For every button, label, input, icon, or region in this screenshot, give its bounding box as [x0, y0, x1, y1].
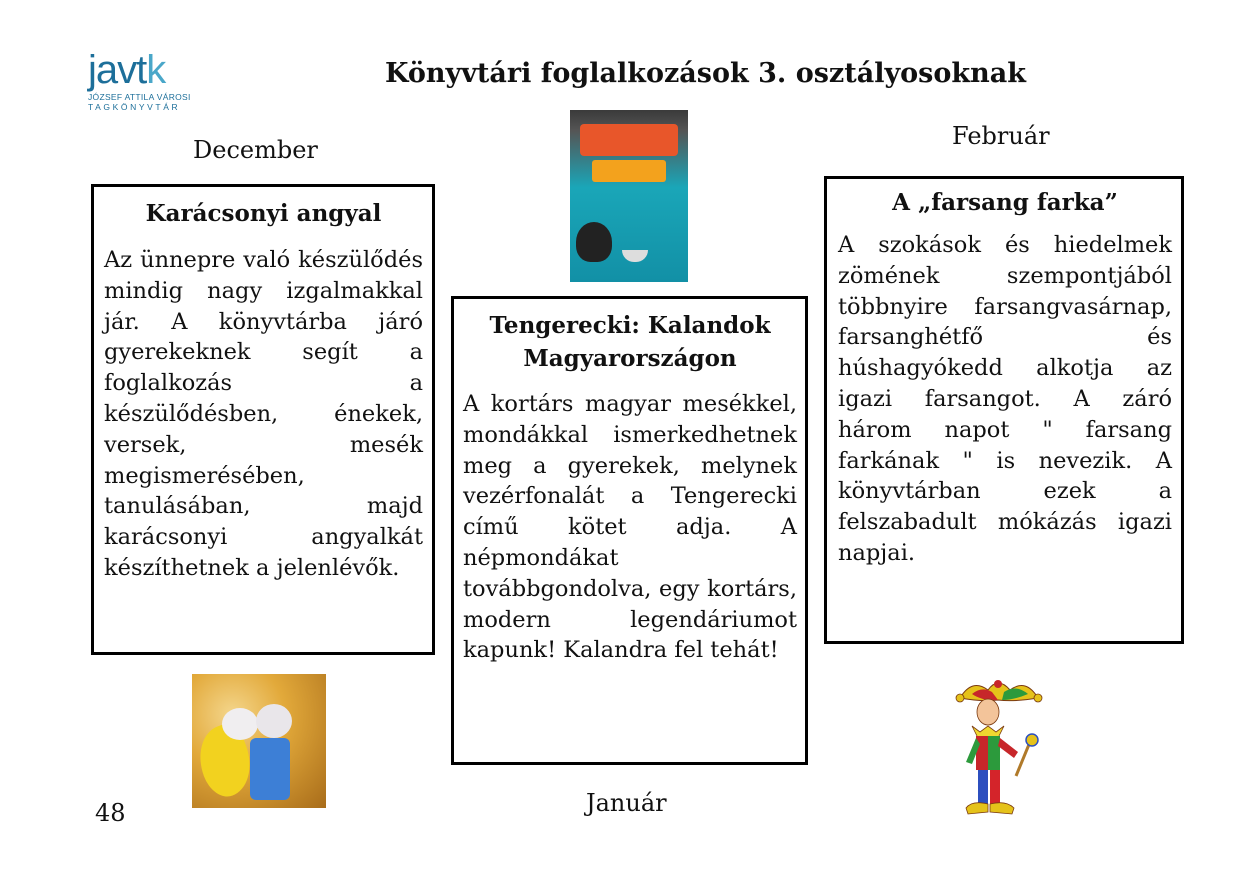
section-heading: Tengerecki: Kalandok Magyarországon: [489, 312, 771, 372]
jester-leg-left: [978, 770, 988, 804]
section-body: A szokások és hiedelmek zömének szempontjából többnyire farsangvasárnap, farsanghétfő és húshagyókedd alkotja az igazi farsangot. A záró három napot " farsang farkának " is nevezik. A könyvtárban ezek a felszabadult mókázás igazi napjai.: [838, 232, 1172, 566]
jester-hat: [956, 680, 1042, 702]
section-body: A kortárs magyar mesékkel, mondákkal ismerkedhetnek meg a gyerekek, melynek vezérfonalát a Tengerecki című kötet adja. A népmondákat továbbgondolva, egy kortárs, modern legendáriumot kapunk! Kalandra fel tehát!: [463, 391, 797, 664]
month-label-december: December: [193, 136, 318, 164]
angel-body: [250, 738, 290, 800]
section-heading: Karácsonyi angyal: [145, 200, 382, 227]
book-boat-shape: [622, 250, 648, 262]
section-january: [451, 296, 808, 765]
jester-stick: [1016, 742, 1030, 776]
angel-craft-photo: [192, 674, 326, 808]
logo-wordmark-accent: k: [146, 48, 166, 92]
logo-wordmark: javtk: [88, 48, 166, 92]
book-subtitle-band: [592, 160, 666, 182]
jester-illustration: [952, 676, 1046, 828]
angel-head: [222, 708, 258, 740]
section-february: [824, 176, 1184, 644]
jester-arm-right: [998, 738, 1018, 758]
angel-head-second: [256, 704, 292, 738]
section-body: Az ünnepre való készülődés mindig nagy izgalmakkal jár. A könyvtárba járó gyerekeknek segít a foglalkozás a készülődésben, énekek, versek, mesék megismerésében, tanulásában, majd karácsonyi angyalkát készíthetnek a jelenlévők.: [104, 247, 423, 581]
book-tree-shape: [576, 222, 612, 262]
jester-shoe-left: [966, 803, 988, 814]
jester-stick-head: [1026, 734, 1038, 746]
section-december: [91, 184, 435, 655]
page-number: 48: [95, 799, 126, 827]
page-title: Könyvtári foglalkozások 3. osztályosoknak: [385, 58, 1026, 89]
month-label-january: Január: [586, 789, 667, 817]
month-label-february: Február: [952, 122, 1050, 150]
jester-face: [977, 699, 999, 725]
book-cover-image: [570, 110, 688, 282]
section-heading: A „farsang farka”: [892, 189, 1118, 216]
jester-leg-right: [990, 770, 1000, 804]
library-logo: [88, 50, 213, 120]
jester-shoe-right: [990, 803, 1014, 814]
book-title-band: [580, 124, 678, 156]
jester-torso-right: [988, 736, 1000, 770]
logo-subtitle-line2: TAGKÖNYVTÁR: [88, 102, 181, 112]
logo-subtitle-line1: JÓZSEF ATTILA VÁROSI: [88, 92, 191, 102]
